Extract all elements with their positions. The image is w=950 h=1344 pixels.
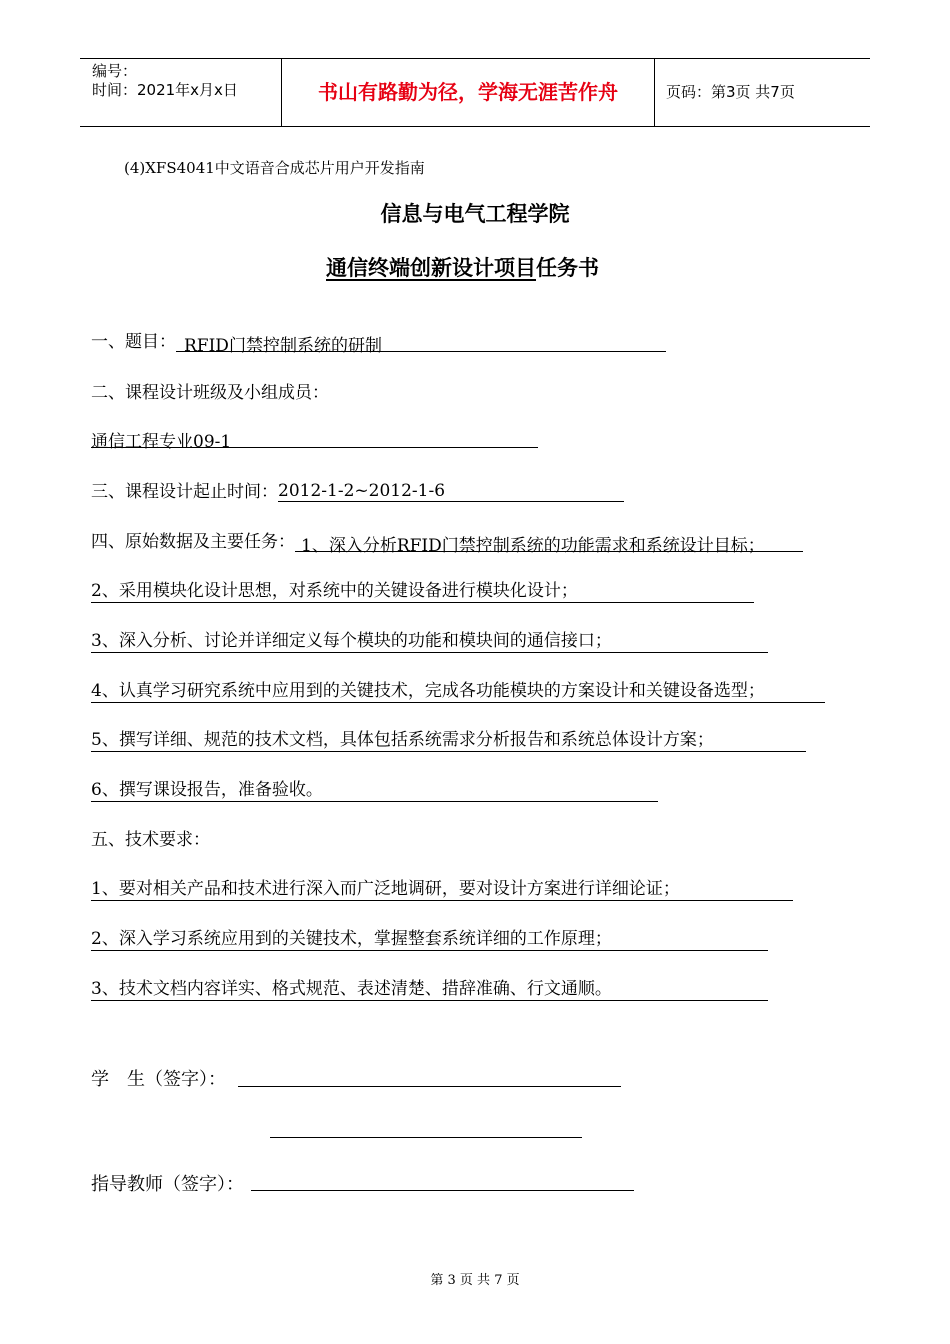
task-first-field [295, 531, 803, 556]
task-item: 2、采用模块化设计思想，对系统中的关键设备进行模块化设计； [91, 576, 754, 603]
page-footer: 第 3 页 共 7 页 [430, 1273, 520, 1288]
project-name: 通信终端创新设计项目 [326, 256, 536, 280]
class-row [91, 427, 538, 452]
time-field [278, 481, 624, 502]
tech-item: 2、深入学习系统应用到的关键技术，掌握整套系统详细的工作原理； [91, 924, 768, 951]
task-item: 3、深入分析、讨论并详细定义每个模块的功能和模块间的通信接口； [91, 626, 768, 653]
topic-value: RFID门禁控制系统的研制 [184, 336, 382, 356]
task-item: 5、撰写详细、规范的技术文档，具体包括系统需求分析报告和系统总体设计方案； [91, 725, 806, 752]
tech-item: 3、技术文档内容详实、格式规范、表述清楚、措辞准确、行文通顺。 [91, 974, 768, 1001]
header-motto: 书山有路勤为径，学海无涯苦作舟 [282, 59, 655, 126]
college-title: 信息与电气工程学院 [380, 202, 570, 226]
task-book-label: 任务书 [536, 256, 599, 280]
document-header [80, 58, 870, 127]
tech-label: 五、技术要求： [91, 830, 210, 850]
student-signature-line-2[interactable] [270, 1137, 582, 1138]
time-label: 时间：2021年x月x日 [92, 81, 238, 99]
student-signature-line[interactable] [238, 1086, 621, 1087]
number-label: 编号： [92, 62, 138, 80]
tech-item: 1、要对相关产品和技术进行深入而广泛地调研，要对设计方案进行详细论证； [91, 874, 793, 901]
student-signature-label: 学 生（签字）： [91, 1069, 226, 1090]
teacher-signature-label: 指导教师（签字）： [91, 1174, 244, 1195]
class-label: 二、课程设计班级及小组成员： [91, 383, 329, 403]
task-item: 4、认真学习研究系统中应用到的关键技术，完成各功能模块的方案设计和关键设备选型； [91, 676, 825, 703]
document-title [326, 252, 599, 282]
header-meta-cell [80, 59, 282, 126]
task-row [91, 527, 803, 556]
topic-field [176, 331, 666, 356]
topic-label: 一、题目： [91, 332, 176, 352]
teacher-signature-line[interactable] [251, 1190, 634, 1191]
header-page-info: 页码：第3页 共7页 [666, 83, 795, 101]
task-first: 1、深入分析RFID门禁控制系统的功能需求和系统设计目标； [301, 536, 765, 556]
time-value: 2012-1-2~2012-1-6 [278, 481, 446, 501]
time-label: 三、课程设计起止时间： [91, 482, 278, 502]
class-field [91, 427, 538, 452]
time-row [91, 477, 624, 502]
task-label: 四、原始数据及主要任务： [91, 532, 295, 552]
class-value: 通信工程专业09-1 [91, 432, 232, 452]
reference-item: (4)XFS4041中文语音合成芯片用户开发指南 [124, 159, 425, 177]
topic-row [91, 327, 666, 356]
task-item: 6、撰写课设报告，准备验收。 [91, 775, 658, 802]
